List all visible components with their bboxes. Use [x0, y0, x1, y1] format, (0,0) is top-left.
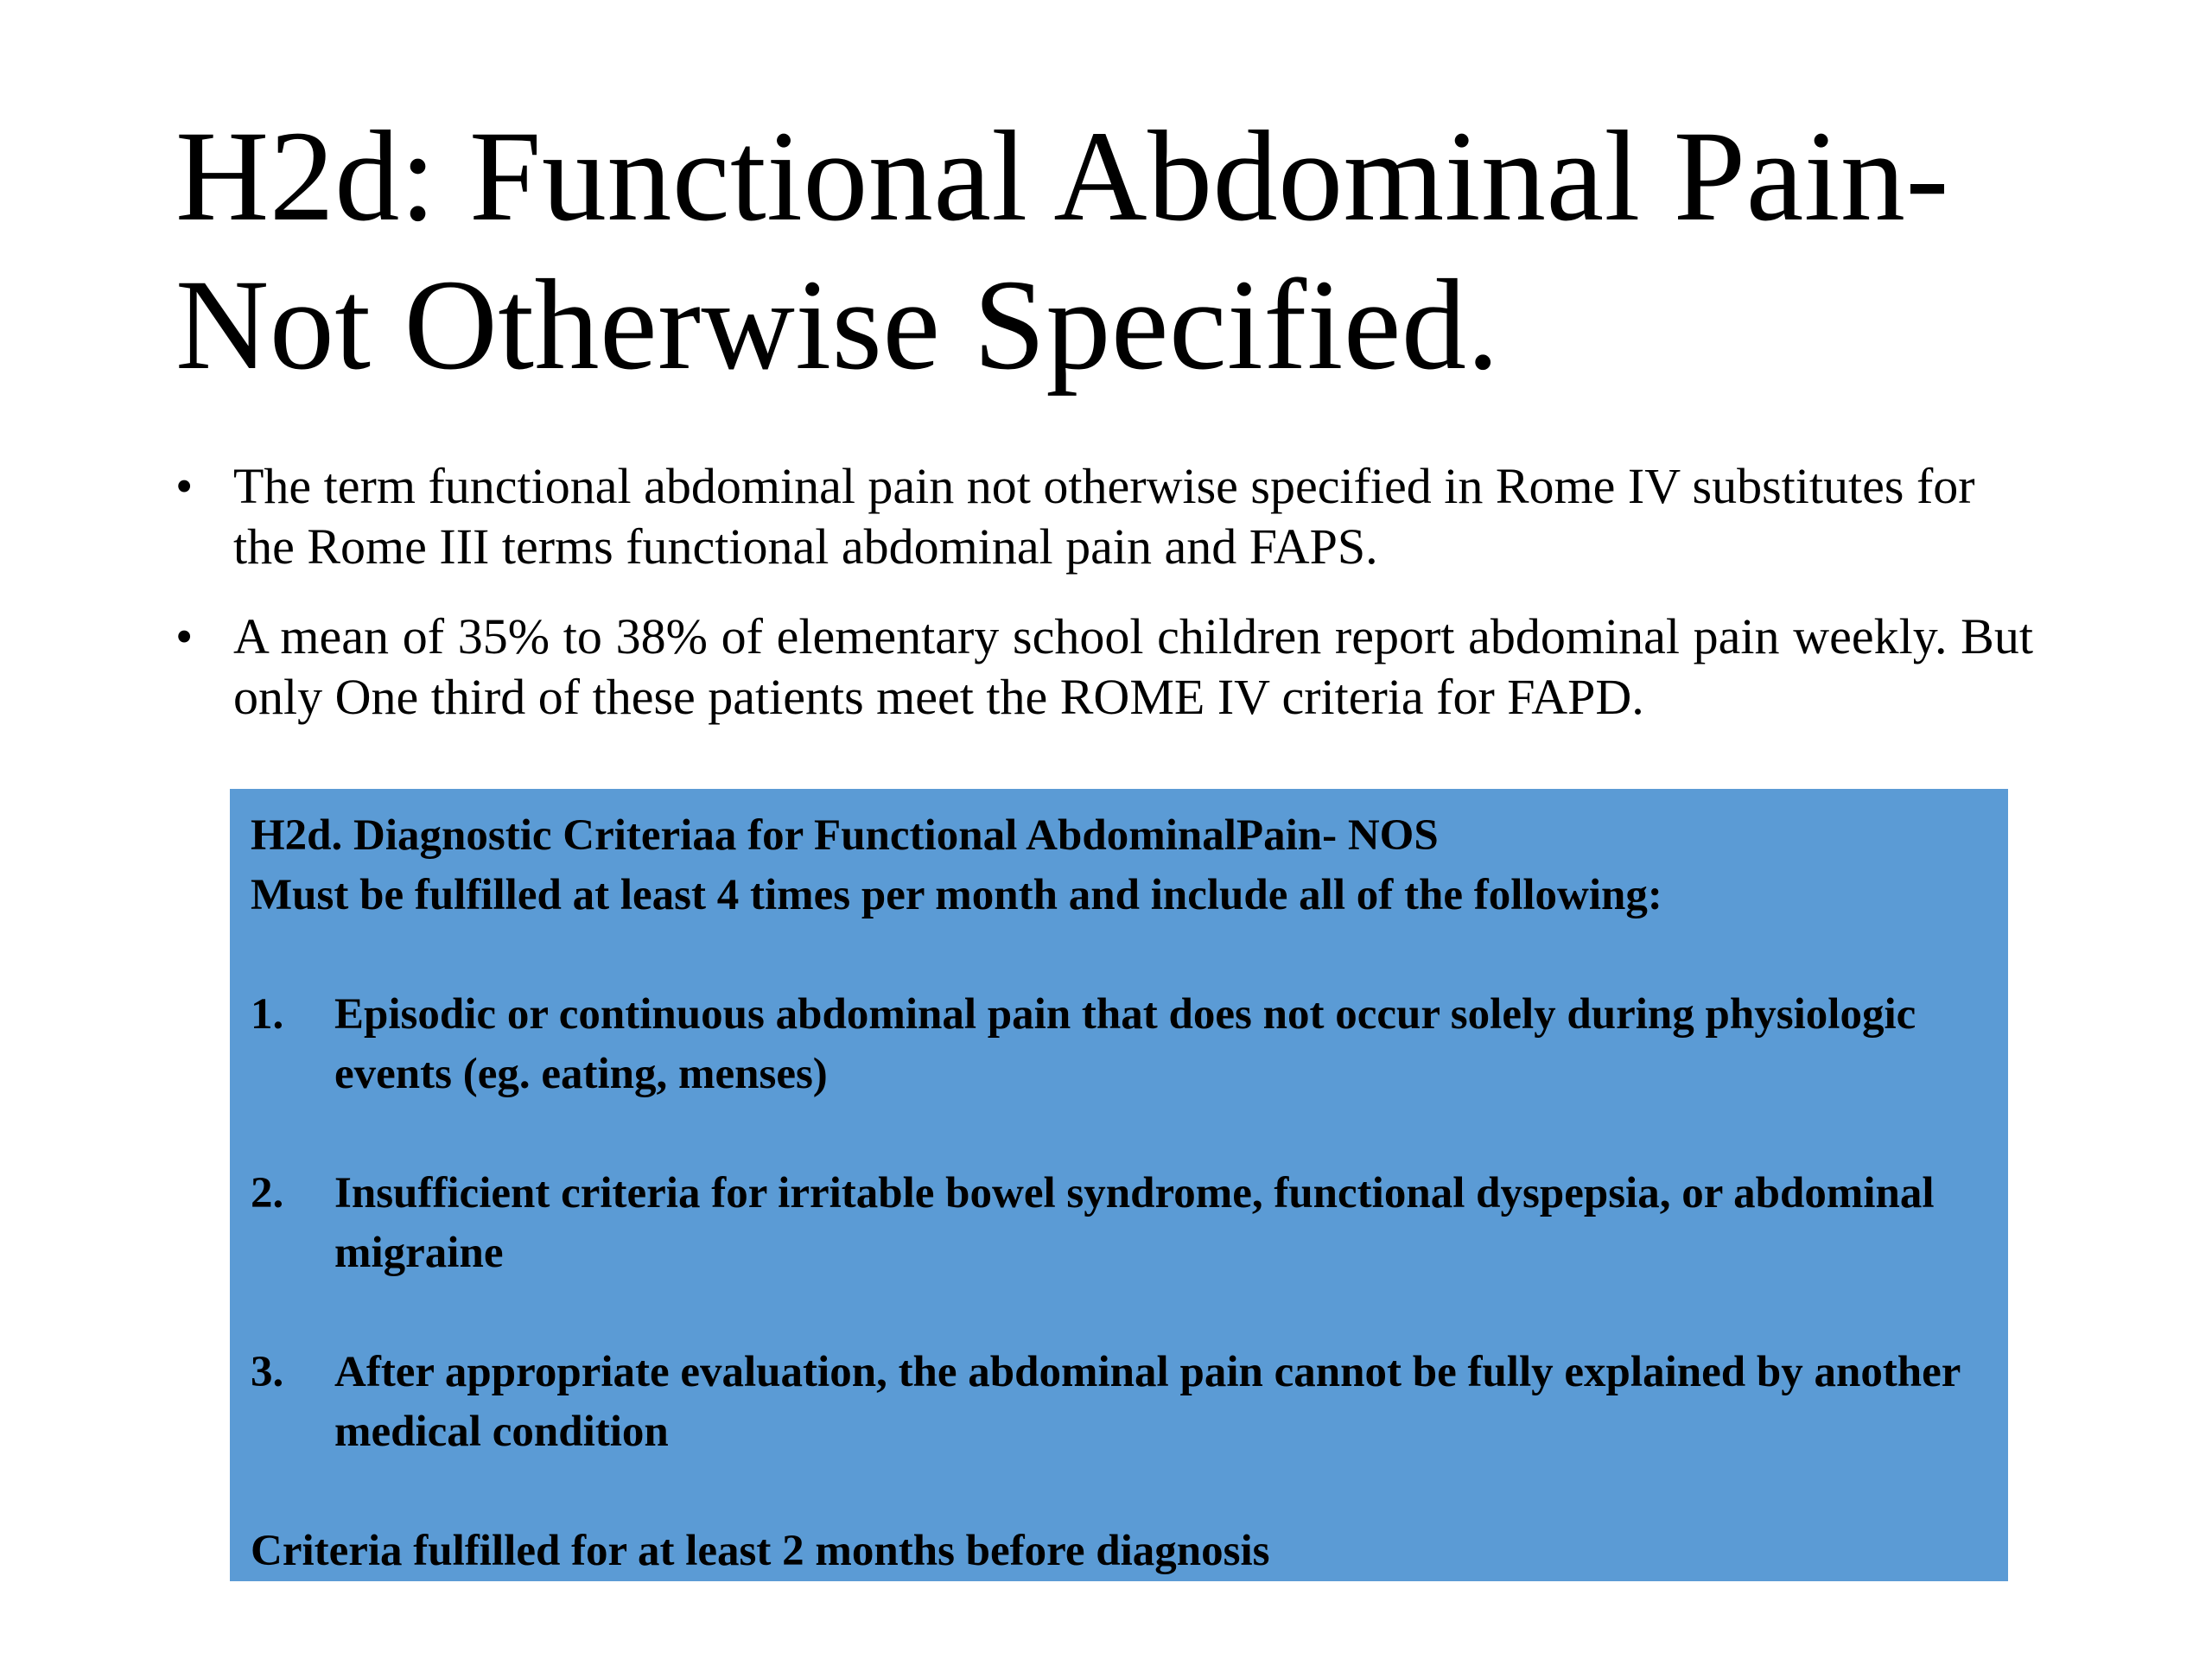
- slide-title-line-1: H2d: Functional Abdominal Pain-: [175, 105, 1949, 248]
- criterion-text: Insufficient criteria for irritable bowel syndrome, functional dyspepsia, or abdominal migraine: [334, 1169, 1935, 1277]
- criterion-number: 1.: [251, 990, 284, 1039]
- criterion-item: [251, 1164, 1987, 1283]
- bullet-text: The term functional abdominal pain not otherwise specified in Rome IV substitutes for the Rome III terms functional abdominal pain and FAPS.: [233, 458, 1975, 575]
- diagnostic-criteria-box: [230, 789, 2008, 1581]
- criterion-text: Episodic or continuous abdominal pain that does not occur solely during physiologic events (eg. eating, menses): [334, 990, 1916, 1098]
- criterion-number: 3.: [251, 1348, 284, 1396]
- bullet-text: A mean of 35% to 38% of elementary school children report abdominal pain weekly. But only One third of these patients meet the ROME IV criteria for FAPD.: [233, 608, 2033, 725]
- slide-title-line-2: Not Otherwise Specified.: [175, 253, 1500, 397]
- criterion-item: [251, 985, 1987, 1104]
- bullet-marker: •: [175, 608, 194, 664]
- bullet-item: [175, 607, 2033, 728]
- criteria-heading: H2d. Diagnostic Criteriaa for Functional AbdominalPain- NOS: [251, 811, 1439, 860]
- criterion-item: [251, 1343, 1987, 1462]
- criteria-footer: Criteria fulfilled for at least 2 months before diagnosis: [251, 1527, 1270, 1575]
- criteria-subheading: Must be fulfilled at least 4 times per month and include all of the following:: [251, 871, 1662, 919]
- criteria-list: [251, 985, 1987, 1462]
- bullet-list: [175, 456, 2033, 757]
- criterion-text: After appropriate evaluation, the abdominal pain cannot be fully explained by another medical condition: [334, 1348, 1961, 1456]
- criterion-number: 2.: [251, 1169, 284, 1217]
- bullet-item: [175, 456, 2033, 577]
- slide-title: [175, 102, 2120, 399]
- bullet-marker: •: [175, 458, 194, 514]
